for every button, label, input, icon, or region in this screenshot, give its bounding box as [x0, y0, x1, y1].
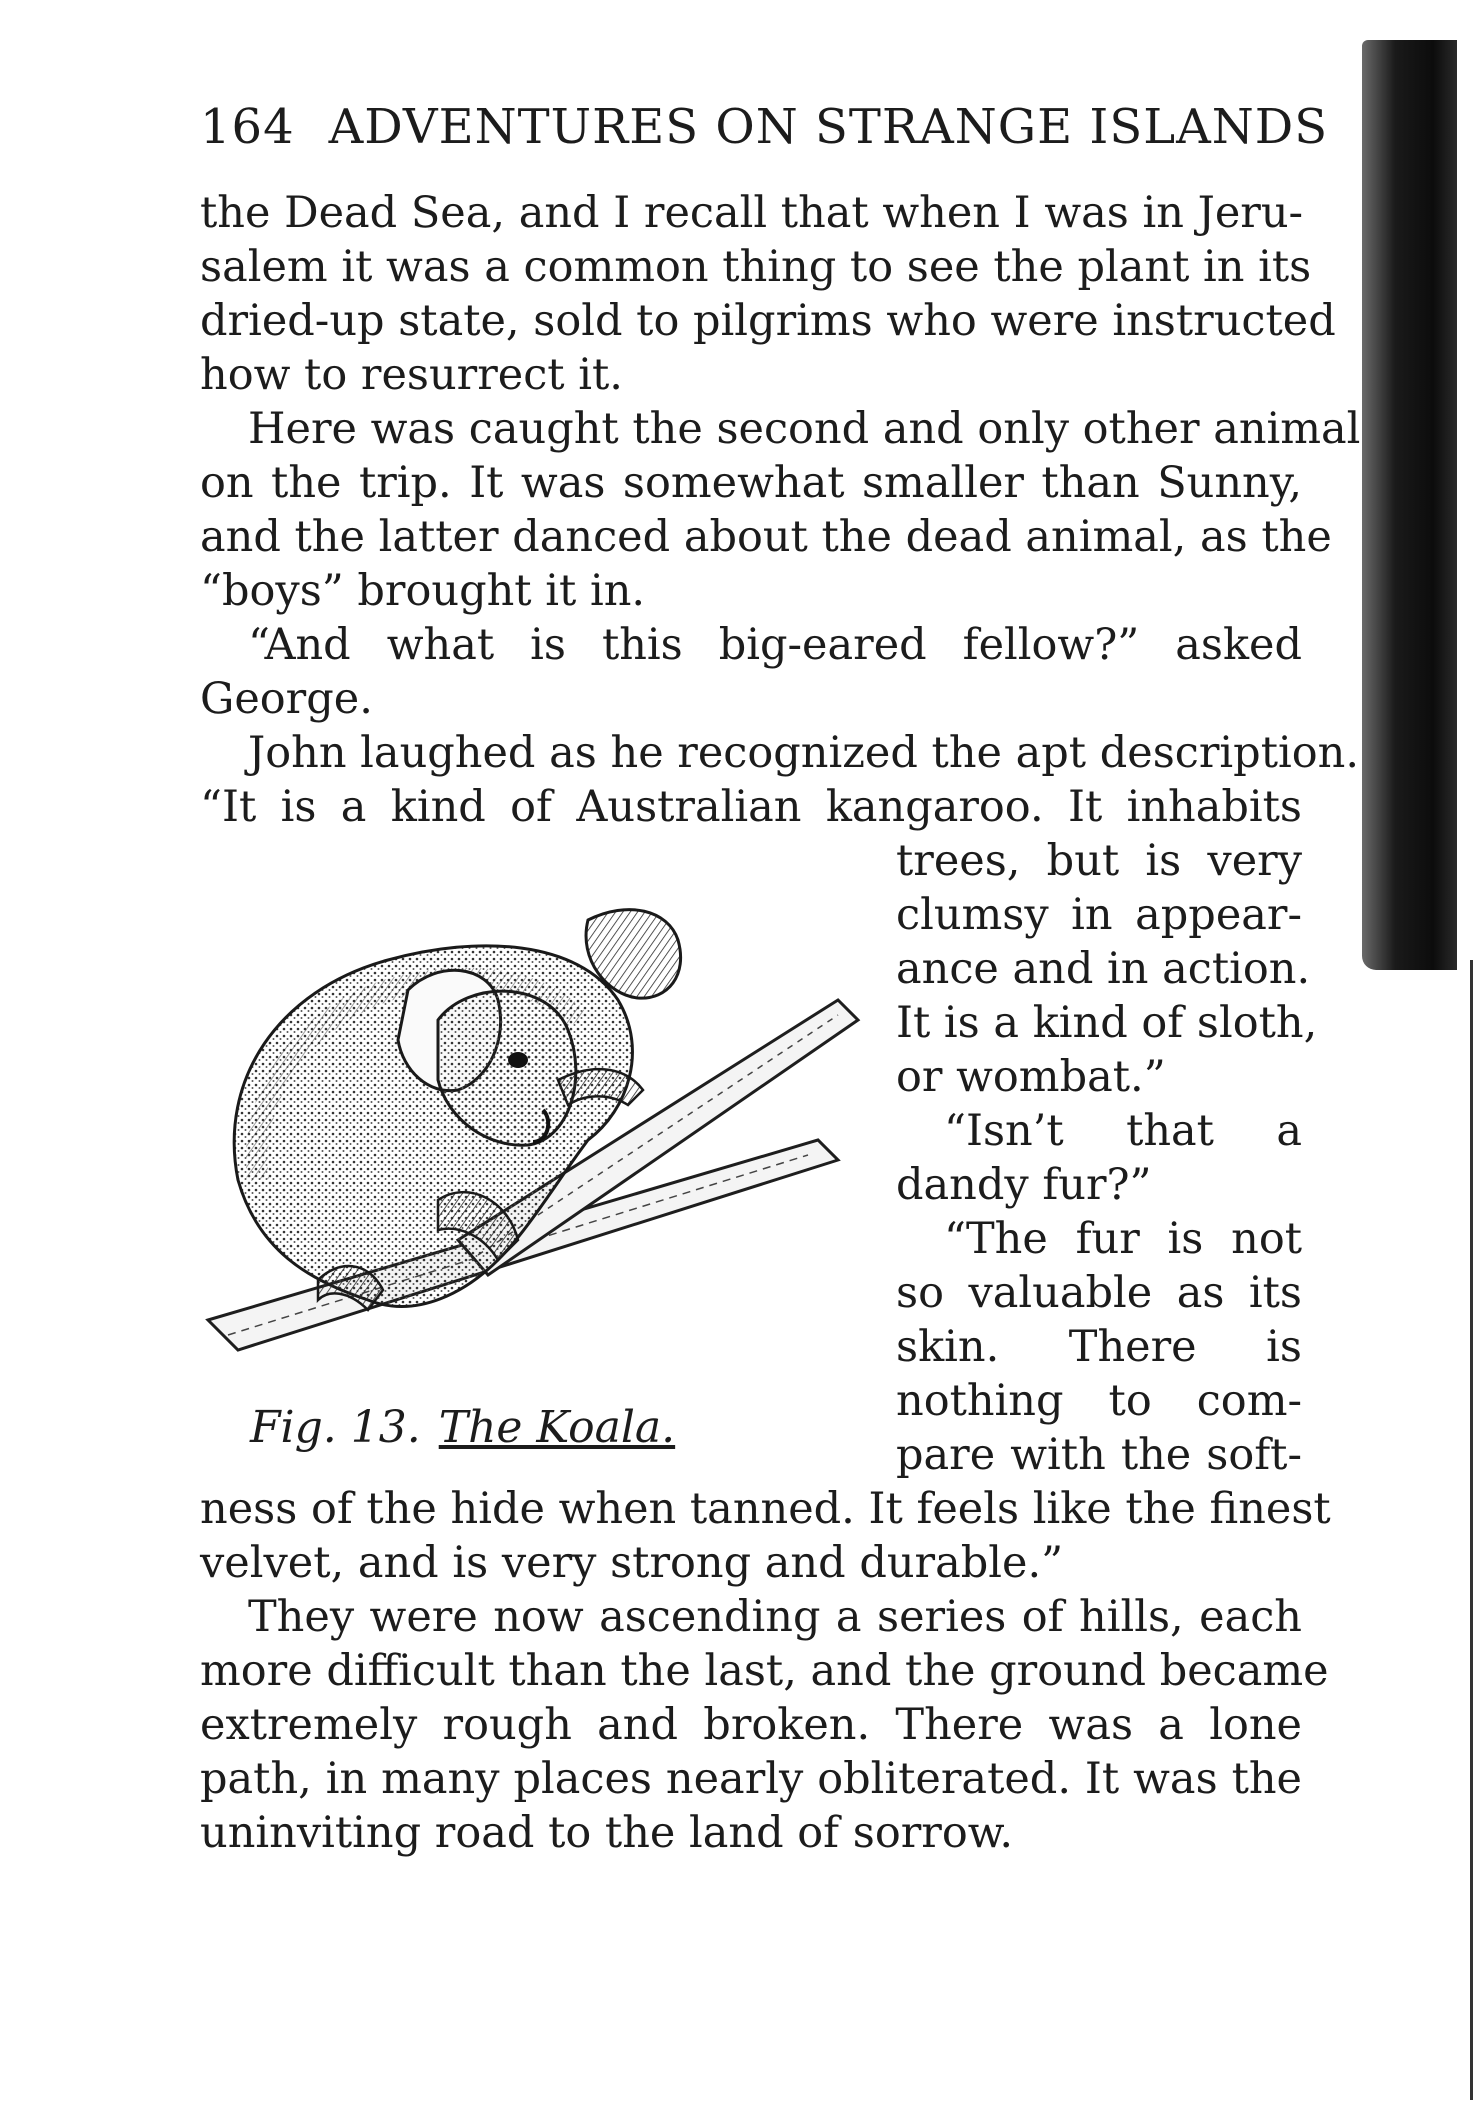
text-line: how to resurrect it.: [200, 350, 623, 400]
text-line: or wombat.”: [896, 1052, 1166, 1102]
text-line: It is a kind of sloth,: [896, 998, 1318, 1048]
text-line: “Isn’t that a: [944, 1106, 1302, 1156]
text-line: trees, but is very: [896, 836, 1302, 886]
text-line: skin. There is: [896, 1322, 1302, 1372]
text-line: clumsy in appear-: [896, 890, 1302, 940]
text-line: John laughed as he recognized the apt description.: [248, 728, 1359, 778]
running-title: ADVENTURES ON STRANGE ISLANDS: [328, 99, 1329, 155]
figure-title: The Koala.: [438, 1402, 676, 1453]
text-line: “And what is this big-eared fellow?” asked: [248, 620, 1302, 670]
text-line: pare with the soft-: [896, 1430, 1302, 1480]
text-line: extremely rough and broken. There was a lone: [200, 1700, 1302, 1750]
binding-thin-edge: [1470, 960, 1473, 2100]
figure-label: Fig. 13.: [250, 1402, 421, 1453]
text-line: “It is a kind of Australian kangaroo. It inhabits: [200, 782, 1302, 832]
text-line: and the latter danced about the dead animal, as the: [200, 512, 1332, 562]
figure-caption: [250, 1400, 770, 1456]
text-line: so valuable as its: [896, 1268, 1302, 1318]
text-line: “The fur is not: [944, 1214, 1302, 1264]
text-line: ness of the hide when tanned. It feels like the finest: [200, 1484, 1331, 1534]
text-line: uninviting road to the land of sorrow.: [200, 1808, 1014, 1858]
text-line: dandy fur?”: [896, 1160, 1152, 1210]
text-line: nothing to com-: [896, 1376, 1302, 1426]
binding-dark-edge: [1362, 40, 1457, 970]
text-line: the Dead Sea, and I recall that when I was in Jeru-: [200, 188, 1304, 238]
text-line: more difficult than the last, and the ground became: [200, 1646, 1329, 1696]
text-line: path, in many places nearly obliterated. It was the: [200, 1754, 1302, 1804]
text-line: Here was caught the second and only other animal: [248, 404, 1361, 454]
running-header: [200, 98, 1329, 156]
text-line: velvet, and is very strong and durable.”: [200, 1538, 1064, 1588]
text-line: salem it was a common thing to see the plant in its: [200, 242, 1312, 292]
text-line: on the trip. It was somewhat smaller than Sunny,: [200, 458, 1302, 508]
text-line: ance and in action.: [896, 944, 1311, 994]
text-line: “boys” brought it in.: [200, 566, 646, 616]
text-line: George.: [200, 674, 373, 724]
book-binding-shadow: [1362, 0, 1479, 2109]
text-line: They were now ascending a series of hills, each: [248, 1592, 1302, 1642]
page-number: 164: [200, 99, 295, 155]
text-line: dried-up state, sold to pilgrims who were instructed: [200, 296, 1336, 346]
koala-illustration: [198, 880, 878, 1420]
